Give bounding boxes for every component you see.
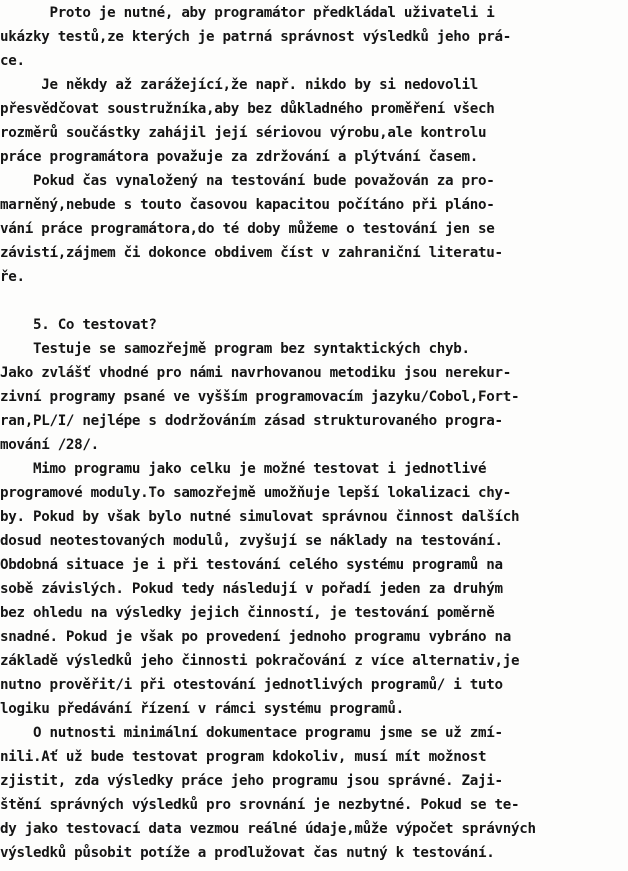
text-line: ře. [0,269,25,285]
text-line: dy jako testovací data vezmou reálné údaje,může výpočet správných [0,821,536,837]
text-line: ce. [0,53,25,69]
text-line: nutno prověřit/i při otestování jednotlivých programů/ i tuto [0,677,503,693]
text-line: výsledků působit potíže a prodlužovat čas nutný k testování. [0,845,495,861]
text-line: bez ohledu na výsledky jejich činností, je testování poměrně [0,605,495,621]
text-line: snadné. Pokud je však po provedení jednoho programu vybráno na [0,629,511,645]
text-line: přesvědčovat soustružníka,aby bez důkladného proměření všech [0,101,495,117]
text-line: logiku předávání řízení v rámci systému programů. [0,701,404,717]
text-line: Obdobná situace je i při testování celého systému programů na [0,557,503,573]
text-line: programové moduly.To samozřejmě umožňuje lepší lokalizaci chy- [0,485,511,501]
text-line: sobě závislých. Pokud tedy následují v pořadí jeden za druhým [0,581,503,597]
text-line: Jako zvlášť vhodné pro námi navrhovanou metodiku jsou nerekur- [0,365,511,381]
text-line: ran,PL/I/ nejlépe s dodržováním zásad strukturovaného progra- [0,413,503,429]
text-line: Testuje se samozřejmě program bez syntaktických chyb. [0,341,470,357]
text-line: mování /28/. [0,437,99,453]
text-line: základě výsledků jeho činnosti pokračování z více alternativ,je [0,653,520,669]
section-heading: 5. Co testovat? [0,317,157,333]
text-line: Mimo programu jako celku je možné testovat i jednotlivé [0,461,487,477]
text-line: Je někdy až zarážející,že např. nikdo by si nedovolil [0,77,479,93]
text-line: by. Pokud by však bylo nutné simulovat správnou činnost dalších [0,509,520,525]
text-line: zjistit, zda výsledky práce jeho programu jsou správné. Zaji- [0,773,503,789]
text-line: nili.Ať už bude testovat program kdokoliv, musí mít možnost [0,749,487,765]
text-line: zivní programy psané ve vyšším programovacím jazyku/Cobol,Fort- [0,389,520,405]
text-line: marněný,nebude s touto časovou kapacitou počítáno při pláno- [0,197,495,213]
text-line: vání práce programátora,do té doby můžeme o testování jen se [0,221,495,237]
text-line: práce programátora považuje za zdržování a plýtvání časem. [0,149,479,165]
text-line: ukázky testů,ze kterých je patrná správnost výsledků jeho prá- [0,29,511,45]
text-line: závistí,zájmem či dokonce obdivem číst v zahraniční literatu- [0,245,503,261]
text-line: štění správných výsledků pro srovnání je nezbytné. Pokud se te- [0,797,520,813]
text-line: O nutnosti minimální dokumentace programu jsme se už zmí- [0,725,503,741]
text-line: rozměrů součástky zahájil její sériovou výrobu,ale kontrolu [0,125,487,141]
text-line: Pokud čas vynaložený na testování bude považován za pro- [0,173,495,189]
text-line: dosud neotestovaných modulů, zvyšují se náklady na testování. [0,533,503,549]
text-line: Proto je nutné, aby programátor předkládal uživateli i [0,5,495,21]
